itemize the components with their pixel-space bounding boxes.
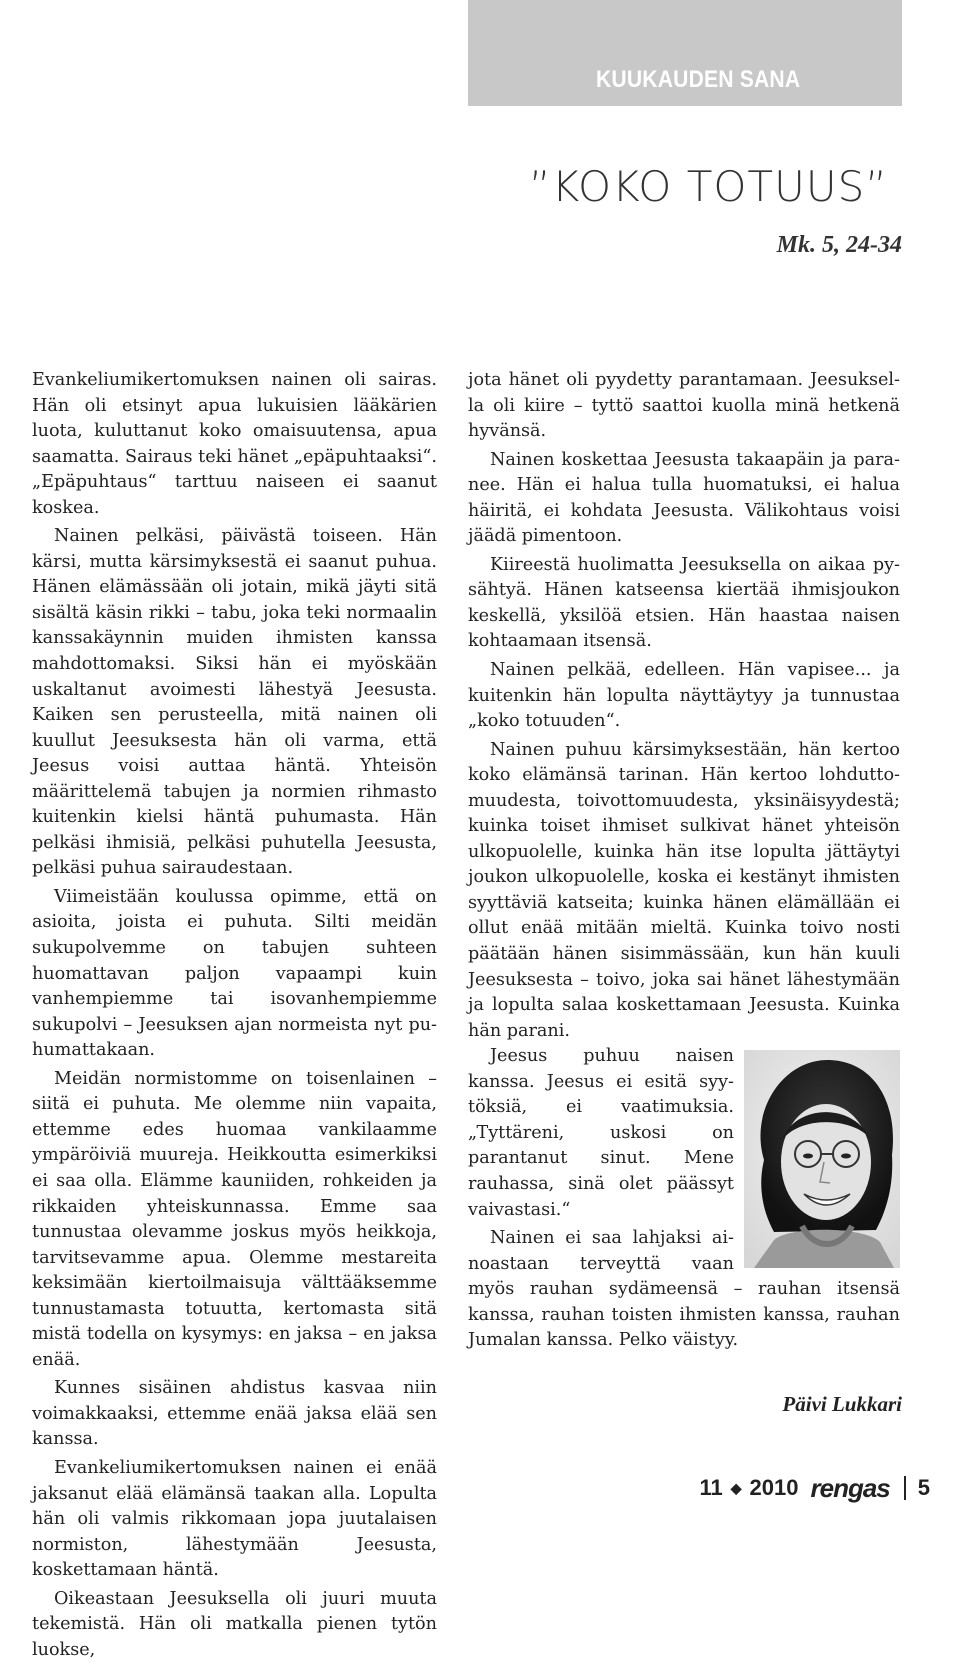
paragraph: Kiireestä huolimatta Jeesuksella on aikaa pysähtyä. Hänen katseensa kiertää ihmisjoukon keskellä, yksilöä etsien. Hän haastaa naisen kohtaamaan itsensä.: [468, 554, 900, 652]
section-label: KUUKAUDEN SANA: [596, 66, 801, 93]
diamond-icon: ◆: [730, 1479, 742, 1496]
paragraph: Viimeistään koulussa opimme, että on asioita, joista ei puhuta. Silti meidän sukupolvemme on tabujen suhteen huomattavan paljon vapaampi kuin vanhempiemme tai isovanhempiemme sukupolvi – Jeesuksen ajan normeista nyt puhumattakaan.: [32, 886, 437, 1061]
paragraph: Nainen pelkäsi, päivästä toiseen. Hän kärsi, mutta kärsimyksestä ei saanut puhua. Hänen elämässään oli jotain, mikä jäyti sitä sisältä käsin rikki – tabu, joka teki normaalin kanssakäynnin muiden ihmisten kanssa mahdottomaksi. Siksi hän ei myöskään uskaltanut avoimesti lähestyä Jeesusta. Kaiken sen perusteella, mitä nainen oli kuullut Jeesuksesta hän oli varma, että Jeesus voisi auttaa häntä. Yhteisön määrittelemä tabujen ja normien rihmasto kuitenkin kielsi häntä puhumasta. Hän pelkäsi ihmisiä, pelkäsi puhutella Jeesusta, pelkäsi puhua sairaudestaan.: [32, 526, 437, 879]
magazine-logo: rengas: [810, 1472, 890, 1503]
paragraph: Nainen pelkää, edelleen. Hän vapisee... ja kuitenkin hän lopulta näyttäytyy ja tunnustaa „koko totuuden“.: [468, 660, 900, 732]
scripture-reference: Mk. 5, 24-34: [776, 232, 902, 258]
paragraph: Nainen koskettaa Jeesusta takaapäin ja paranee. Hän ei halua tulla huomatuksi, ei halua häiritä, ei kohdata Jeesusta. Välikohtaus voisi jäädä pimentoon.: [468, 449, 900, 547]
paragraph: Oikeastaan Jeesuksella oli juuri muuta tekemistä. Hän oli matkalla pienen tytön luokse,: [32, 1588, 437, 1660]
article-title: ”KOKO TOTUUS”: [529, 162, 888, 211]
left-column: [32, 368, 437, 1663]
paragraph: Evankeliumikertomuksen nainen oli sairas. Hän oli etsinyt apua lukuisien lääkärien luota, kuluttanut koko omaisuutensa, apua saamatta. Sairaus teki hänet „epäpuhtaaksi“. „Epäpuhtaus“ tarttuu naiseen ei saanut koskea.: [32, 370, 437, 518]
paragraph: Nainen ei saa lahjaksi ainoastaan terveyttä vaan myös rauhan sydämeensä – rauhan itsensä kanssa, rauhan toisten ihmisten kanssa, rauhan Jumalan kanssa. Pelko väistyy.: [468, 1228, 900, 1351]
paragraph: Jeesus puhuu naisen kanssa. Jeesus ei esitä syytöksiä, ei vaatimuksia. „Tyttäreni, uskosi on parantanut sinut. Mene rauhassa, sinä olet päässyt vaivastasi.“: [468, 1046, 734, 1220]
page-footer: [699, 1474, 930, 1502]
paragraph: Meidän normistomme on toisenlainen – siitä ei puhuta. Me olemme niin vapaita, ettemme edes huomaa vankilaamme ympäröiviä muureja. Heikkoutta esimerkiksi ei saa olla. Elämme kauniiden, rohkeiden ja rikkaiden yhteiskunnassa. Emme saa tunnustaa olevamme joskus myös heikkoja, tarvitsevamme apua. Olemme mestareita keksimään kiertoilmaisuja välttääksemme tunnustamasta totuutta, kertomasta sitä mistä todella on kysymys: en jaksa – en jaksa enää.: [32, 1068, 437, 1370]
paragraph: Kunnes sisäinen ahdistus kasvaa niin voimakkaaksi, ettemme enää jaksa elää sen kanssa.: [32, 1378, 437, 1450]
page-number: 5: [917, 1475, 930, 1500]
author-name: Päivi Lukkari: [782, 1392, 902, 1416]
issue-number: 11: [699, 1475, 723, 1500]
paragraph: Nainen puhuu kärsimyksestään, hän kertoo koko elämänsä tarinan. Hän kertoo lohduttomuudesta, toivottomuudesta, yksinäisyydestä; kuinka toiset ihmiset sulkivat hänet yhteisön ulkopuolelle, kuinka hän itse lopulta jättäytyi joukon ulkopuolelle, koska ei kestänyt ihmisten syyttäviä katseita; kuinka hänen elämällään ei ollut enää mitään mieltä. Kuinka toivo nosti päätään hänen sisimmässään, kun hän kuuli Jeesuksesta – toivo, joka sai hänet lähestymään ja lopulta salaa koskettamaan Jeesusta. Kuinka hän parani.: [468, 739, 900, 1041]
footer-divider: [904, 1476, 906, 1500]
author-photo: [744, 1050, 900, 1268]
paragraph: Evankeliumikertomuksen nainen ei enää jaksanut elää elämänsä taakan alla. Lopulta hän oli valmis rikkomaan jopa juutalaisen normiston, lähestymään Jeesusta, koskettamaan häntä.: [32, 1457, 437, 1581]
right-column: [468, 368, 900, 1354]
issue-year: 2010: [749, 1475, 799, 1500]
paragraph: jota hänet oli pyydetty parantamaan. Jeesuksella oli kiire – tyttö saattoi kuolla minä hetkenä hyvänsä.: [468, 370, 900, 442]
